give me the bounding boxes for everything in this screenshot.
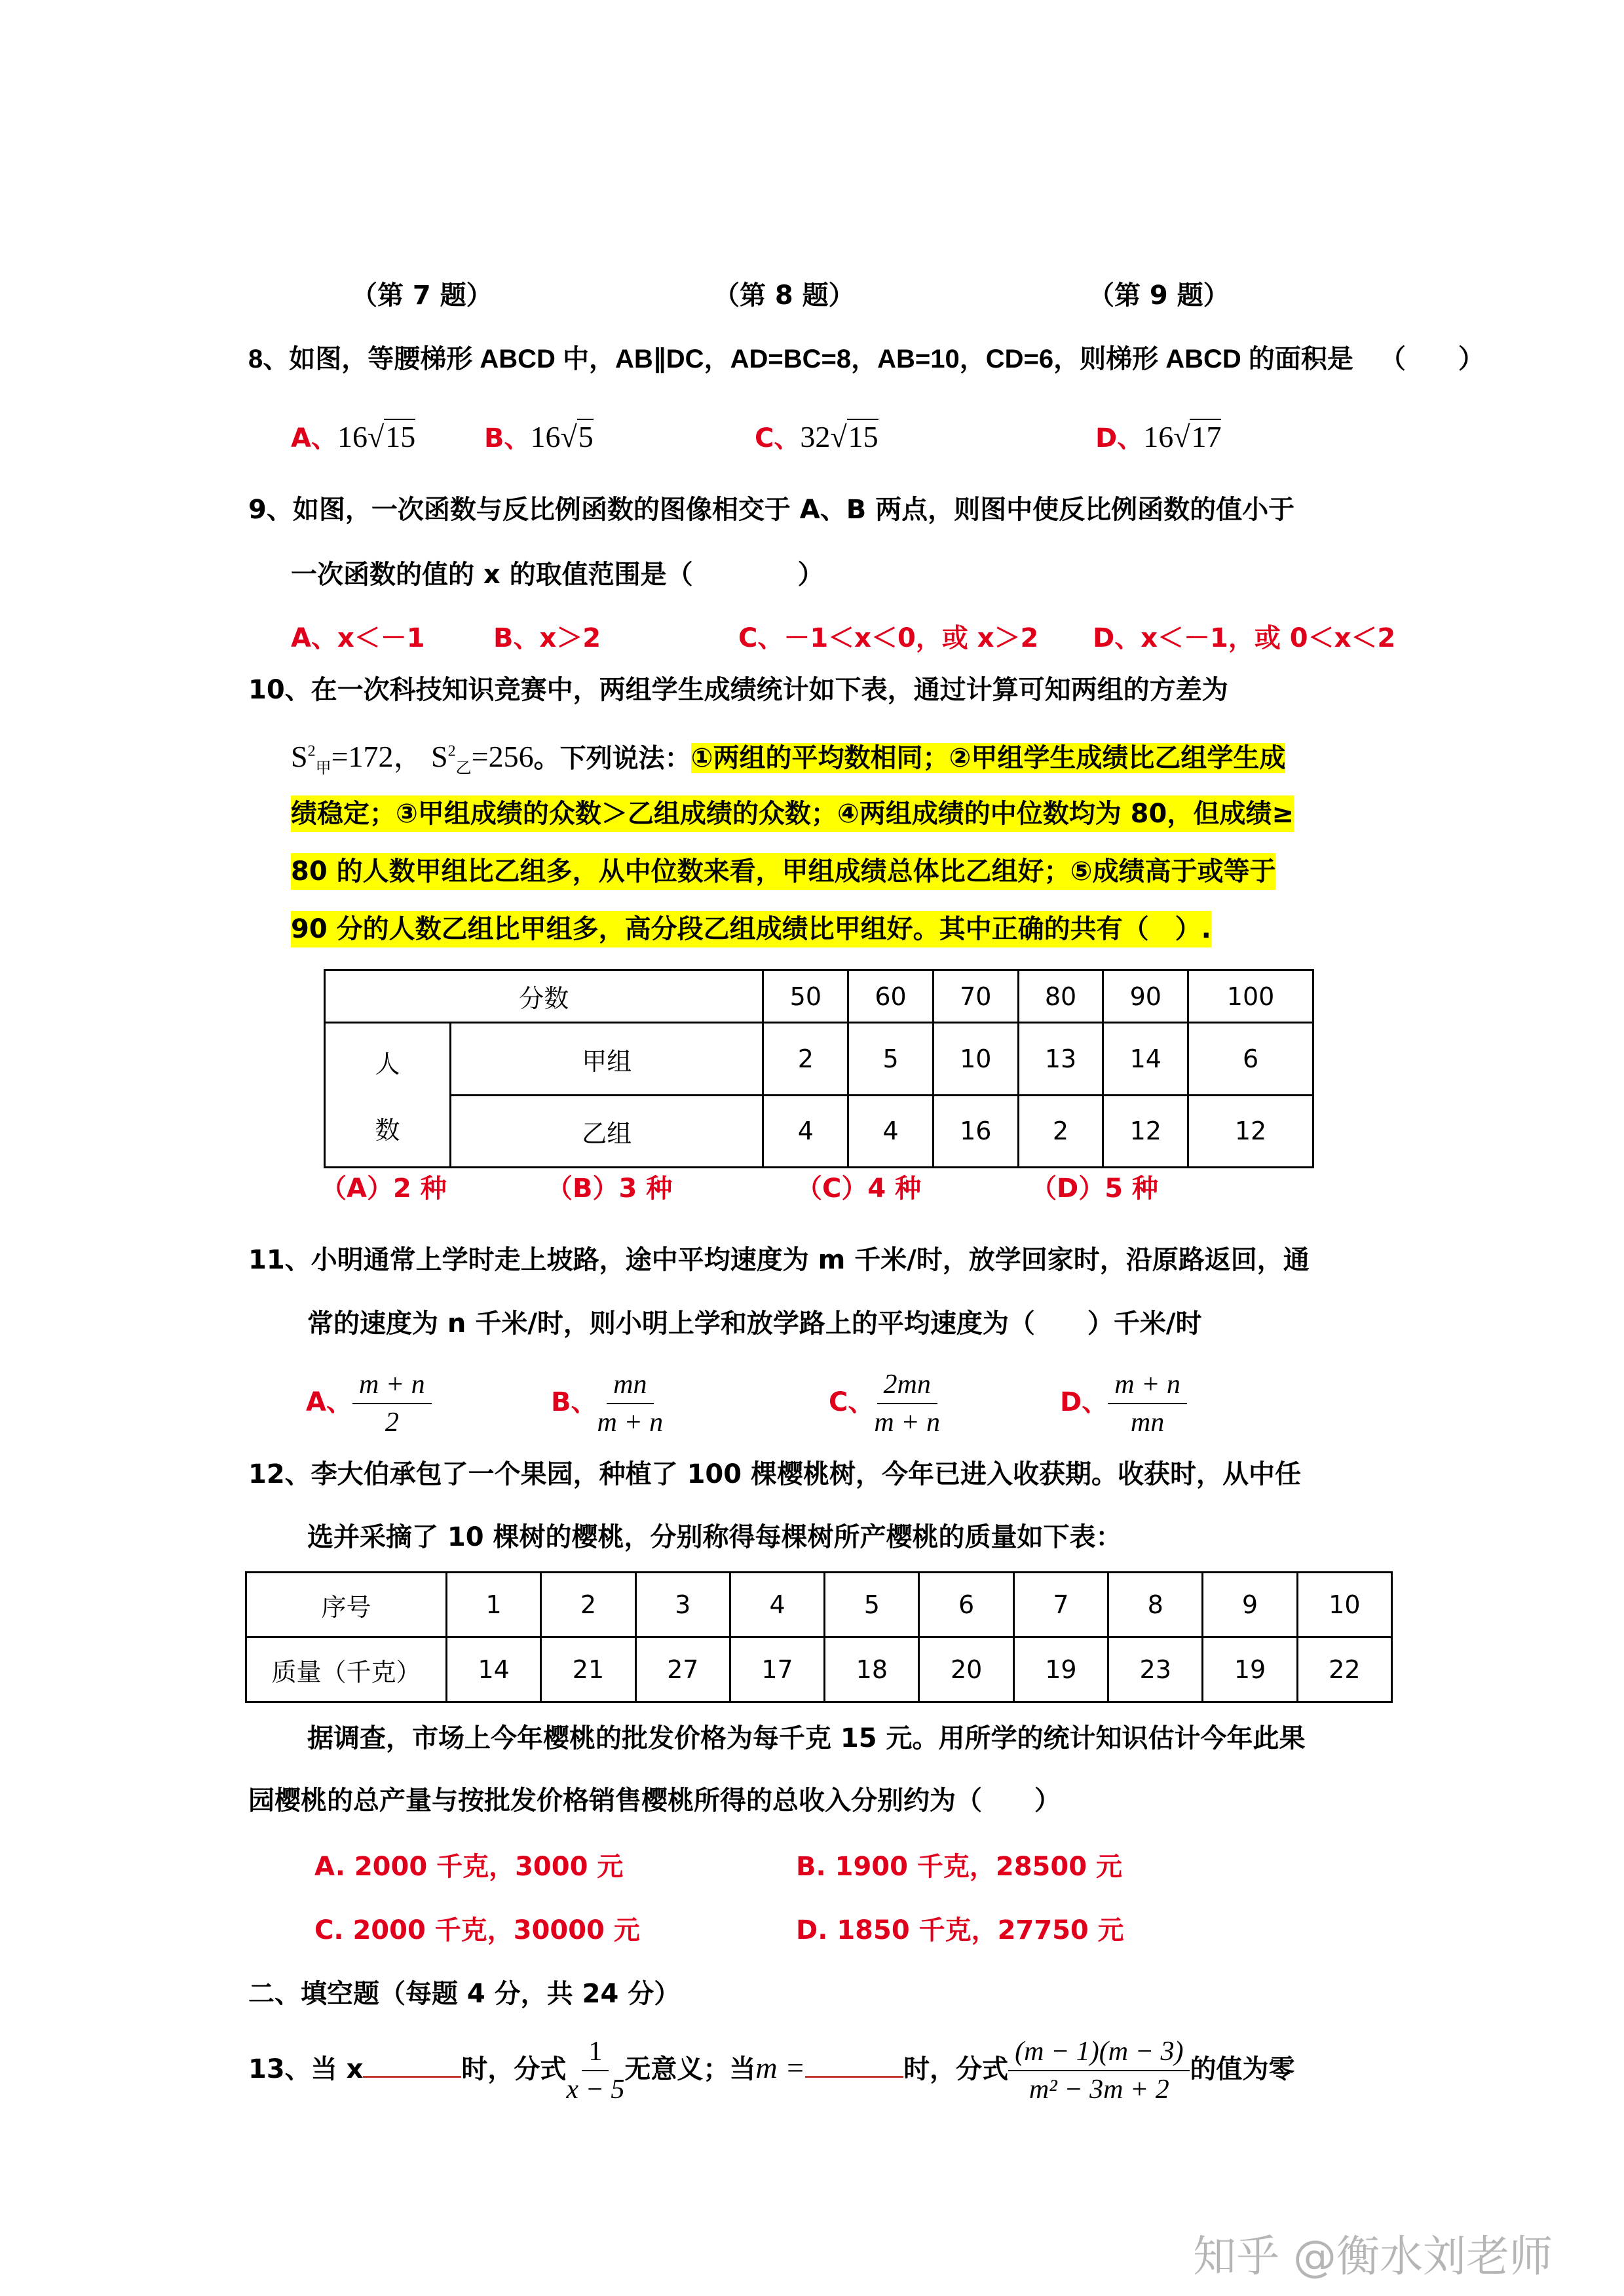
q13-blank-1[interactable] bbox=[363, 2050, 461, 2078]
q10-highlight-1: ①两组的平均数相同；②甲组学生成绩比乙组学生成 bbox=[690, 743, 1286, 774]
q10-option-d: （D）5 种 bbox=[1030, 1174, 1158, 1204]
table-row bbox=[325, 1023, 1313, 1095]
table-cell: 13 bbox=[1018, 1023, 1103, 1095]
q8-option-d: D、16√17 bbox=[1095, 420, 1222, 453]
table-cell: 60 bbox=[848, 970, 934, 1023]
table-cell: 5 bbox=[848, 1023, 934, 1095]
q12-option-c: C. 2000 千克，30000 元 bbox=[314, 1915, 640, 1945]
q10-highlight-3: 80 的人数甲组比乙组多，从中位数来看，甲组成绩总体比乙组好；⑤成绩高于或等于 bbox=[291, 853, 1275, 890]
q11-line1: 11、小明通常上学时走上坡路，途中平均速度为 m 千米/时，放学回家时，沿原路返回，通 bbox=[248, 1245, 1310, 1275]
table-row-label: 序号 bbox=[246, 1573, 447, 1637]
table-group-label: 人 数 bbox=[325, 1023, 451, 1168]
table-cell: 23 bbox=[1108, 1637, 1203, 1702]
q8-option-c: C、32√15 bbox=[755, 420, 878, 453]
table-cell: 9 bbox=[1203, 1573, 1297, 1637]
q8-answer-paren: （ ） bbox=[1379, 345, 1484, 373]
table-cell: 10 bbox=[933, 1023, 1018, 1095]
figure-label-7: （第 7 题） bbox=[351, 280, 493, 311]
table-cell: 6 bbox=[1188, 1023, 1313, 1095]
table-cell: 12 bbox=[1103, 1095, 1188, 1167]
q9-line2: 一次函数的值的 x 的取值范围是（ ） bbox=[291, 560, 824, 590]
table-cell: 80 bbox=[1018, 970, 1103, 1023]
q11-option-c: C、 $\frac{2mn}{m + n}$ bbox=[829, 1363, 940, 1442]
q11-option-a: A、 $\frac{m + n}{2}$ bbox=[306, 1363, 432, 1442]
section-2-heading: 二、填空题（每题 4 分，共 24 分） bbox=[248, 1979, 681, 2009]
q9-option-a: A、x＜－1 bbox=[291, 623, 425, 653]
q10-highlight-2: 绩稳定；③甲组成绩的众数＞乙组成绩的众数；④两组成绩的中位数均为 80，但成绩≥ bbox=[291, 795, 1294, 832]
table-row-label: 乙组 bbox=[451, 1095, 763, 1167]
table-cell: 6 bbox=[919, 1573, 1013, 1637]
q9-option-b: B、x＞2 bbox=[493, 623, 601, 653]
q9-option-d: D、x＜－1，或 0＜x＜2 bbox=[1093, 623, 1396, 653]
q10-line1: 10、在一次科技知识竞赛中，两组学生成绩统计如下表，通过计算可知两组的方差为 bbox=[248, 675, 1228, 705]
table-cell: 14 bbox=[447, 1637, 541, 1702]
table-cell: 2 bbox=[541, 1573, 635, 1637]
table-cell: 20 bbox=[919, 1637, 1013, 1702]
q12-line2: 选并采摘了 10 棵树的樱桃，分别称得每棵树所产樱桃的质量如下表： bbox=[307, 1522, 1122, 1552]
table-cell: 3 bbox=[635, 1573, 730, 1637]
table-cell: 1 bbox=[447, 1573, 541, 1637]
q10-option-c: （C）4 种 bbox=[796, 1174, 922, 1204]
q8-option-b: B、16√5 bbox=[484, 420, 594, 453]
table-row-label: 甲组 bbox=[451, 1023, 763, 1095]
table-cell: 7 bbox=[1013, 1573, 1108, 1637]
table-cell: 19 bbox=[1013, 1637, 1108, 1702]
table-cell: 4 bbox=[763, 1095, 848, 1167]
table-cell: 18 bbox=[825, 1637, 919, 1702]
q9-line1: 9、如图，一次函数与反比例函数的图像相交于 A、B 两点，则图中使反比例函数的值小于 bbox=[248, 495, 1295, 525]
q13: 13、当 x 时，分式 $\frac{1}{x - 5}$ 无意义；当m = 时，分式 $\frac{(m - 1)(m - 3)}{\text{m² − 3m + 2}}$ 的值为零 bbox=[248, 2029, 1294, 2107]
q12-option-d: D. 1850 千克，27750 元 bbox=[796, 1915, 1124, 1945]
q13-blank-2[interactable] bbox=[805, 2050, 903, 2078]
table-cell: 21 bbox=[541, 1637, 635, 1702]
q10-option-a: （A）2 种 bbox=[320, 1174, 447, 1204]
table-cell: 2 bbox=[1018, 1095, 1103, 1167]
q12-option-b: B. 1900 千克，28500 元 bbox=[796, 1852, 1122, 1882]
table-cell: 19 bbox=[1203, 1637, 1297, 1702]
table-cell: 17 bbox=[730, 1637, 824, 1702]
table-row bbox=[246, 1573, 1392, 1637]
table-row bbox=[325, 970, 1313, 1023]
table-cell: 50 bbox=[763, 970, 848, 1023]
table-row bbox=[325, 1095, 1313, 1167]
q12-option-a: A. 2000 千克，3000 元 bbox=[314, 1852, 624, 1882]
table-cell: 100 bbox=[1188, 970, 1313, 1023]
table-cell: 16 bbox=[933, 1095, 1018, 1167]
table-cell: 27 bbox=[635, 1637, 730, 1702]
table-row bbox=[246, 1637, 1392, 1702]
table-cell: 10 bbox=[1297, 1573, 1391, 1637]
table-cell: 14 bbox=[1103, 1023, 1188, 1095]
table-cell: 5 bbox=[825, 1573, 919, 1637]
q10-option-b: （B）3 种 bbox=[546, 1174, 673, 1204]
table-cell: 12 bbox=[1188, 1095, 1313, 1167]
q10-line2: $S^2_甲=172$， $S^2_乙=256$。下列说法：①两组的平均数相同；②甲组学生成绩比乙组学生成 bbox=[291, 740, 1286, 778]
table-header: 分数 bbox=[325, 970, 763, 1023]
q9-option-c: C、－1＜x＜0，或 x＞2 bbox=[738, 623, 1039, 653]
table-cell: 4 bbox=[730, 1573, 824, 1637]
q11-option-b: B、 $\frac{mn}{m + n}$ bbox=[551, 1363, 663, 1442]
q10-score-table bbox=[324, 969, 1314, 1168]
q12-cherry-table bbox=[245, 1571, 1393, 1703]
q12-line1: 12、李大伯承包了一个果园，种植了 100 棵樱桃树，今年已进入收获期。收获时，从中任 bbox=[248, 1459, 1302, 1489]
q8-stem: 8、如图，等腰梯形 ABCD 中，AB∥DC，AD=BC=8，AB=10，CD=6，则梯形 ABCD 的面积是 bbox=[248, 345, 1353, 373]
table-cell: 4 bbox=[848, 1095, 934, 1167]
q11-line2: 常的速度为 n 千米/时，则小明上学和放学路上的平均速度为（ ）千米/时 bbox=[307, 1309, 1202, 1339]
table-cell: 8 bbox=[1108, 1573, 1203, 1637]
figure-label-8: （第 8 题） bbox=[713, 280, 855, 311]
table-row-label: 质量（千克） bbox=[246, 1637, 447, 1702]
q10-highlight-4: 90 分的人数乙组比甲组多，高分段乙组成绩比甲组好。其中正确的共有（ ）. bbox=[291, 911, 1211, 947]
table-cell: 70 bbox=[933, 970, 1018, 1023]
figure-label-9: （第 9 题） bbox=[1088, 280, 1230, 311]
q8-stem-row bbox=[248, 341, 1484, 377]
q12-line3: 据调查，市场上今年樱桃的批发价格为每千克 15 元。用所学的统计知识估计今年此果 bbox=[307, 1723, 1306, 1753]
q8-option-a: A、16√15 bbox=[291, 420, 416, 453]
table-cell: 90 bbox=[1103, 970, 1188, 1023]
table-cell: 22 bbox=[1297, 1637, 1391, 1702]
q11-option-d: D、 $\frac{m + n}{mn}$ bbox=[1060, 1363, 1187, 1442]
table-cell: 2 bbox=[763, 1023, 848, 1095]
zhihu-watermark: 知乎 @衡水刘老师 bbox=[1193, 2231, 1553, 2282]
q12-line4: 园樱桃的总产量与按批发价格销售樱桃所得的总收入分别约为（ ） bbox=[248, 1786, 1061, 1816]
